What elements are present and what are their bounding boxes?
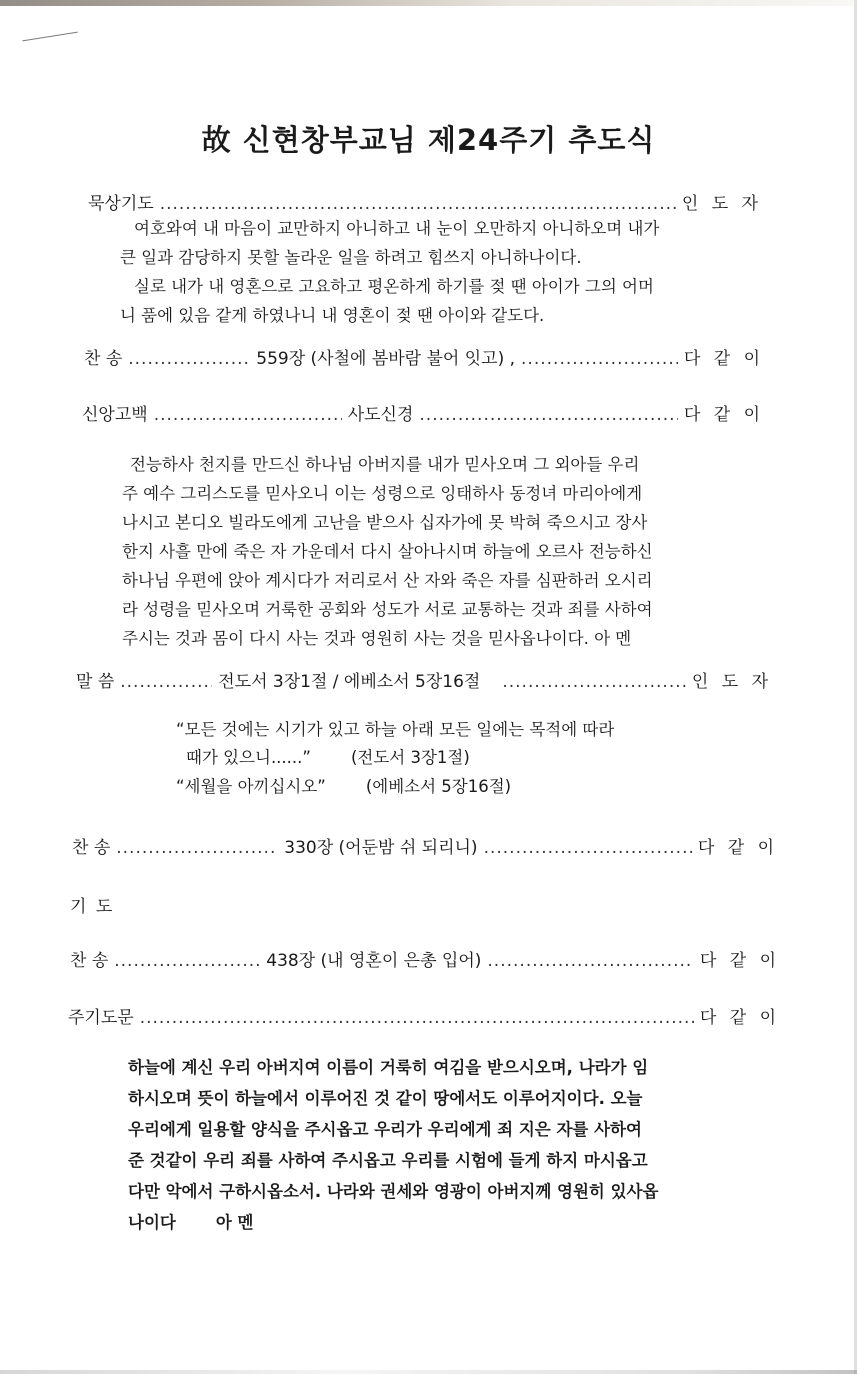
leader-dots (154, 405, 342, 425)
order-leader: 다 같 이 (699, 951, 780, 971)
order-label: 신앙고백 (82, 405, 148, 425)
scan-bottom-edge (0, 1370, 857, 1374)
text-line: 하시오며 뜻이 하늘에서 이루어진 것 같이 땅에서도 이루어지이다. 오늘 (128, 1089, 643, 1108)
sermon-quote-1-cont (186, 744, 470, 771)
order-content: 559장 (사철에 봄바람 불어 잇고) , (256, 349, 516, 369)
leader-dots (419, 405, 678, 425)
order-row-lords-prayer (68, 1003, 780, 1028)
order-label: 찬 송 (72, 838, 111, 858)
order-content: 전도서 3장1절 / 에베소서 5장16절 (218, 672, 481, 692)
text-line: 다만 악에서 구하시옵소서. 나라와 권세와 영광이 아버지께 영원히 있사옵 (128, 1182, 659, 1201)
order-leader: 인 도 자 (691, 672, 772, 692)
text-line: 전능하사 천지를 만드신 하나님 아버지를 내가 믿사오며 그 외아들 우리 (130, 455, 640, 474)
order-row-sermon (76, 667, 772, 692)
lords-prayer-text (128, 1052, 796, 1238)
meditation-text (120, 214, 780, 330)
text-line: 준 것같이 우리 죄를 사하여 주시옵고 우리를 시험에 들게 하지 마시옵고 (128, 1151, 648, 1170)
text-line: 큰 일과 감당하지 못할 놀라운 일을 하려고 힘쓰지 아니하나이다. (120, 248, 582, 267)
order-leader: 다 같 이 (697, 838, 778, 858)
text-line: 나시고 본디오 빌라도에게 고난을 받으사 십자가에 못 박혀 죽으시고 장사 (122, 513, 648, 532)
leader-dots (484, 838, 692, 858)
order-row-prayer (70, 892, 114, 917)
order-label: 찬 송 (84, 349, 123, 369)
text-line: 니 품에 있음 같게 하였나니 내 영혼이 젖 땐 아이와 같도다. (120, 306, 545, 325)
order-content: 사도신경 (347, 405, 414, 425)
order-row-hymn-559 (84, 344, 764, 369)
amen: 아 멘 (215, 1213, 254, 1232)
leader-dots (502, 672, 686, 692)
order-label: 기 도 (70, 897, 115, 917)
quote-reference: (에베소서 5장16절) (365, 777, 512, 796)
text-line: 주 예수 그리스도를 믿사오니 이는 성령으로 잉태하사 동정녀 마리아에게 (122, 484, 643, 503)
quote-text: 때가 있으니......” (186, 748, 311, 767)
order-label: 찬 송 (70, 951, 109, 971)
order-label: 주기도문 (68, 1008, 134, 1028)
scan-top-edge (0, 0, 857, 6)
quote-reference: (전도서 3장1절) (350, 748, 470, 767)
text-line: 라 성령을 믿사오며 거룩한 공회와 성도가 서로 교통하는 것과 죄를 사하여 (122, 600, 653, 619)
order-leader: 다 같 이 (683, 349, 764, 369)
text-line: 한지 사흘 만에 죽은 자 가운데서 다시 살아나시며 하늘에 오르사 전능하신 (122, 542, 653, 561)
order-row-hymn-438 (70, 946, 780, 971)
page-title: 故 신현창부교님 제24주기 추도식 (201, 123, 656, 157)
leader-dots (116, 838, 278, 858)
sermon-quote-2 (176, 773, 511, 800)
leader-dots (487, 951, 694, 971)
text-line: 하나님 우편에 앉아 계시다가 저리로서 산 자와 죽은 자를 심판하러 오시리 (122, 571, 653, 590)
leader-dots (521, 349, 678, 369)
text-line (128, 1207, 796, 1238)
order-content: 330장 (어둔밤 쉬 되리니) (284, 838, 478, 858)
order-leader: 다 같 이 (699, 1008, 780, 1028)
text-line: 여호와여 내 마음이 교만하지 아니하고 내 눈이 오만하지 아니하오며 내가 (134, 219, 660, 238)
leader-dots (128, 349, 250, 369)
order-row-hymn-330 (72, 833, 778, 858)
leader-dots (114, 951, 260, 971)
order-row-meditation (88, 189, 762, 214)
text-line: 우리에게 일용할 양식을 주시옵고 우리가 우리에게 죄 지은 자를 사하여 (128, 1120, 642, 1139)
prayer-ending: 나이다 (128, 1213, 176, 1232)
leader-dots (120, 672, 212, 692)
sermon-quote-1: “모든 것에는 시기가 있고 하늘 아래 모든 일에는 목적에 따라 (176, 720, 615, 739)
pen-mark (22, 32, 77, 42)
text-line: 실로 내가 내 영혼으로 고요하고 평온하게 하기를 젖 땐 아이가 그의 어머 (134, 277, 654, 296)
order-label: 말 씀 (76, 672, 115, 692)
leader-dots (160, 194, 676, 214)
order-row-creed (82, 400, 764, 425)
text-line: 하늘에 계신 우리 아버지여 이름이 거룩히 여김을 받으시오며, 나라가 임 (128, 1058, 649, 1077)
leader-dots (140, 1008, 694, 1028)
order-leader: 인 도 자 (681, 194, 762, 214)
order-label: 묵상기도 (88, 194, 154, 214)
text-line: 주시는 것과 몸이 다시 사는 것과 영원히 사는 것을 믿사옵나이다. 아 멘 (122, 629, 632, 648)
quote-text: “세월을 아끼십시오” (176, 777, 326, 796)
apostles-creed-text (122, 450, 782, 653)
order-leader: 다 같 이 (683, 405, 764, 425)
order-content: 438장 (내 영혼이 은총 입어) (266, 951, 482, 971)
